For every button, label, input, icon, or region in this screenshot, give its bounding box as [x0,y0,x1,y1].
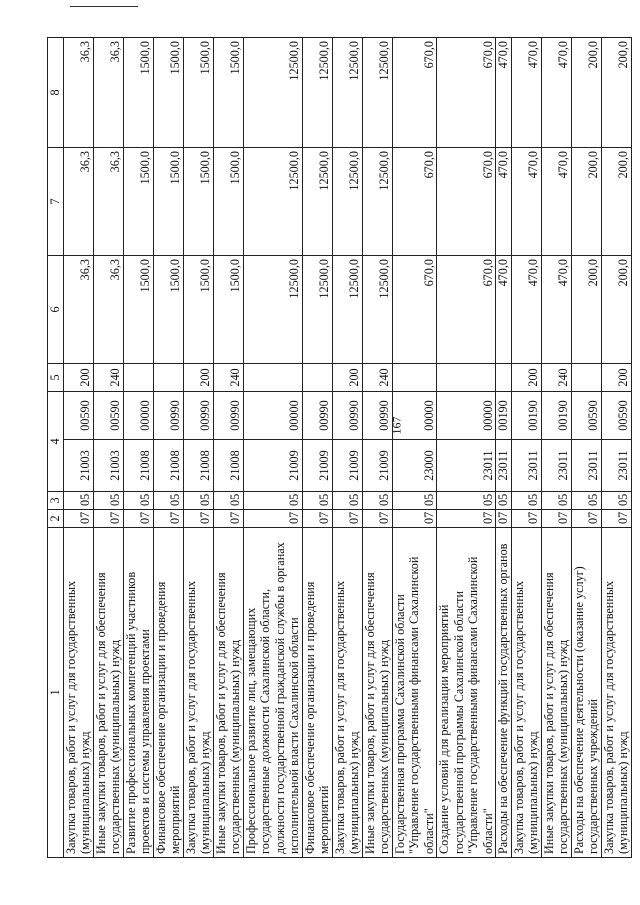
amount-col-7: 200,0 [601,148,631,256]
amount-col-7: 470,0 [496,148,512,256]
table-row [63,38,93,858]
program-code: 21008 [183,440,213,492]
amount-col-8: 12500,0 [302,38,332,148]
row-name: Финансовое обеспечение организации и проведения мероприятий [302,528,332,858]
row-name: Иные закупки товаров, работ и услуг для обеспечения государственных (муниципальных) нужд [362,528,392,858]
expense-type-code [392,364,437,392]
amount-col-7: 36,3 [63,148,93,256]
row-name: Закупка товаров, работ и услуг для государственных (муниципальных) нужд [601,528,631,858]
expense-type-code: 240 [541,364,571,392]
program-code: 21008 [213,440,243,492]
section-code: 07 [302,510,332,528]
amount-col-8: 1500,0 [123,38,153,148]
amount-col-6: 670,0 [437,256,496,364]
program-code: 23011 [496,440,512,492]
table-row [496,38,512,858]
amount-col-6: 1500,0 [153,256,183,364]
header-row [48,38,64,858]
amount-col-7: 1500,0 [183,148,213,256]
section-code: 07 [437,510,496,528]
amount-col-8: 470,0 [496,38,512,148]
program-code: 21009 [243,440,302,492]
subsection-code: 05 [63,492,93,510]
expense-type-code [243,364,302,392]
subsection-code: 05 [601,492,631,510]
amount-col-6: 470,0 [541,256,571,364]
section-code: 07 [153,510,183,528]
expense-code: 00190 [541,392,571,440]
row-name: Государственная программа Сахалинской области "Управление государственными финансами Сахалинской области" [392,528,437,858]
amount-col-8: 470,0 [541,38,571,148]
amount-col-8: 470,0 [511,38,541,148]
expense-code: 00590 [601,392,631,440]
amount-col-6: 1500,0 [123,256,153,364]
program-code: 21009 [332,440,362,492]
program-code: 23011 [437,440,496,492]
rotated-budget-table [47,38,630,858]
section-code: 07 [183,510,213,528]
program-code: 21009 [302,440,332,492]
amount-col-7: 200,0 [571,148,601,256]
expense-type-code: 240 [93,364,123,392]
header-col-4: 4 [48,392,64,492]
program-code: 23000 [392,440,437,492]
amount-col-6: 12500,0 [332,256,362,364]
amount-col-6: 12500,0 [243,256,302,364]
subsection-code: 05 [332,492,362,510]
section-code: 07 [392,510,437,528]
section-code: 07 [541,510,571,528]
table-row [437,38,496,858]
expense-code: 00990 [213,392,243,440]
amount-col-7: 36,3 [93,148,123,256]
expense-code: 00190 [511,392,541,440]
section-code: 07 [332,510,362,528]
amount-col-6: 1500,0 [213,256,243,364]
amount-col-7: 12500,0 [243,148,302,256]
amount-col-6: 36,3 [93,256,123,364]
expense-type-code [153,364,183,392]
program-code: 21003 [93,440,123,492]
header-col-8: 8 [48,38,64,148]
expense-code: 00590 [63,392,93,440]
subsection-code: 05 [437,492,496,510]
expense-code: 00990 [332,392,362,440]
row-name: Финансовое обеспечение организации и проведения мероприятий [153,528,183,858]
amount-col-8: 670,0 [392,38,437,148]
amount-col-7: 670,0 [392,148,437,256]
section-code: 07 [571,510,601,528]
table-row [601,38,631,858]
subsection-code: 05 [93,492,123,510]
table-row [392,38,437,858]
expense-code: 00000 [392,392,437,440]
section-code: 07 [63,510,93,528]
amount-col-8: 1500,0 [153,38,183,148]
row-name: Расходы на обеспечение деятельности (оказание услуг) государственных учреждений [571,528,601,858]
table-row [571,38,601,858]
table-row [153,38,183,858]
table-row [511,38,541,858]
section-code: 07 [123,510,153,528]
amount-col-8: 12500,0 [332,38,362,148]
amount-col-8: 36,3 [63,38,93,148]
amount-col-7: 470,0 [541,148,571,256]
expense-type-code [302,364,332,392]
expense-type-code: 200 [601,364,631,392]
section-code: 07 [511,510,541,528]
program-code: 23011 [541,440,571,492]
header-col-7: 7 [48,148,64,256]
row-name: Иные закупки товаров, работ и услуг для обеспечения государственных (муниципальных) нужд [213,528,243,858]
table-row [362,38,392,858]
table-row [93,38,123,858]
section-code: 07 [93,510,123,528]
subsection-code: 05 [153,492,183,510]
amount-col-8: 12500,0 [362,38,392,148]
expense-code: 00190 [496,392,512,440]
expense-type-code: 240 [213,364,243,392]
program-code: 23011 [511,440,541,492]
table-row [123,38,153,858]
expense-code: 00590 [571,392,601,440]
row-name: Расходы на обеспечение функций государственных органов [496,528,512,858]
program-code: 21003 [63,440,93,492]
table-row [332,38,362,858]
expense-code: 00990 [362,392,392,440]
subsection-code: 05 [541,492,571,510]
row-name: Иные закупки товаров, работ и услуг для обеспечения государственных (муниципальных) нужд [541,528,571,858]
expense-code: 00000 [437,392,496,440]
expense-type-code: 200 [183,364,213,392]
amount-col-8: 200,0 [571,38,601,148]
section-code: 07 [243,510,302,528]
subsection-code: 05 [571,492,601,510]
table-row [213,38,243,858]
section-code: 07 [362,510,392,528]
expense-type-code [437,364,496,392]
program-code: 23011 [601,440,631,492]
amount-col-6: 470,0 [511,256,541,364]
row-name: Закупка товаров, работ и услуг для государственных (муниципальных) нужд [63,528,93,858]
expense-code: 00990 [183,392,213,440]
subsection-code: 05 [243,492,302,510]
amount-col-6: 1500,0 [183,256,213,364]
amount-col-8: 200,0 [601,38,631,148]
budget-table [47,37,632,858]
expense-code: 00590 [93,392,123,440]
row-name: Закупка товаров, работ и услуг для государственных (муниципальных) нужд [511,528,541,858]
table-row [243,38,302,858]
amount-col-8: 12500,0 [243,38,302,148]
expense-type-code [123,364,153,392]
amount-col-7: 12500,0 [362,148,392,256]
table-row [183,38,213,858]
amount-col-6: 36,3 [63,256,93,364]
header-col-3: 3 [48,492,64,510]
row-name: Иные закупки товаров, работ и услуг для обеспечения государственных (муниципальных) нужд [93,528,123,858]
expense-code: 00000 [243,392,302,440]
header-col-5: 5 [48,364,64,392]
header-col-1: 1 [48,528,64,858]
subsection-code: 05 [496,492,512,510]
row-name: Развитие профессиональных компетенций участников проектов и системы управления проектами [123,528,153,858]
amount-col-7: 470,0 [511,148,541,256]
program-code: 23011 [571,440,601,492]
expense-code: 00990 [153,392,183,440]
page-number: 167 [389,416,404,435]
amount-col-8: 36,3 [93,38,123,148]
expense-type-code [571,364,601,392]
section-code: 07 [496,510,512,528]
amount-col-7: 670,0 [437,148,496,256]
section-code: 07 [213,510,243,528]
program-code: 21008 [153,440,183,492]
expense-type-code: 200 [332,364,362,392]
row-name: Создание условий для реализации мероприятий государственной программы Сахалинской области "Управление государственными финансами Сахалинской области" [437,528,496,858]
amount-col-7: 1500,0 [213,148,243,256]
amount-col-6: 200,0 [601,256,631,364]
header-col-2: 2 [48,510,64,528]
program-code: 21008 [123,440,153,492]
amount-col-8: 1500,0 [183,38,213,148]
subsection-code: 05 [302,492,332,510]
subsection-code: 05 [213,492,243,510]
row-name: Профессиональное развитие лиц, замещающих государственные должности Сахалинской области, должности государственной гражданской службы в органах исполнительной власти Сахалинской области [243,528,302,858]
amount-col-6: 12500,0 [302,256,332,364]
amount-col-7: 1500,0 [123,148,153,256]
amount-col-7: 12500,0 [302,148,332,256]
amount-col-6: 200,0 [571,256,601,364]
amount-col-7: 12500,0 [332,148,362,256]
expense-code: 00990 [302,392,332,440]
expense-type-code: 200 [511,364,541,392]
header-col-6: 6 [48,256,64,364]
amount-col-8: 670,0 [437,38,496,148]
subsection-code: 05 [183,492,213,510]
subsection-code: 05 [392,492,437,510]
expense-code: 00000 [123,392,153,440]
expense-type-code: 200 [63,364,93,392]
subsection-code: 05 [362,492,392,510]
amount-col-8: 1500,0 [213,38,243,148]
amount-col-6: 670,0 [392,256,437,364]
top-rule [70,6,138,7]
amount-col-6: 470,0 [496,256,512,364]
program-code: 21009 [362,440,392,492]
amount-col-6: 12500,0 [362,256,392,364]
section-code: 07 [601,510,631,528]
table-row [541,38,571,858]
subsection-code: 05 [511,492,541,510]
row-name: Закупка товаров, работ и услуг для государственных (муниципальных) нужд [183,528,213,858]
table-row [302,38,332,858]
row-name: Закупка товаров, работ и услуг для государственных (муниципальных) нужд [332,528,362,858]
expense-type-code [496,364,512,392]
expense-type-code: 240 [362,364,392,392]
amount-col-7: 1500,0 [153,148,183,256]
subsection-code: 05 [123,492,153,510]
